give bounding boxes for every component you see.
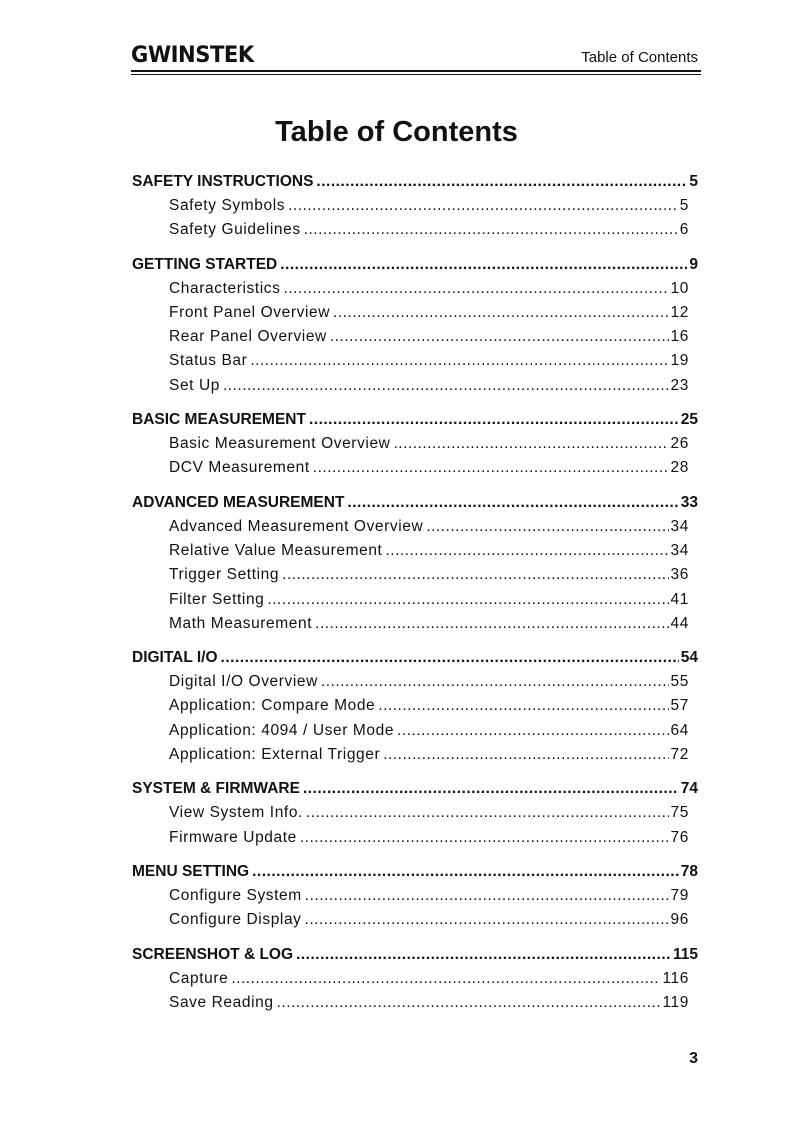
toc-entry-page: 44 <box>670 614 689 632</box>
toc-chapter-page: 33 <box>680 493 698 511</box>
toc-chapter-page: 74 <box>680 780 698 798</box>
toc-entry-page: 64 <box>670 721 689 739</box>
toc-entry[interactable] <box>132 539 689 563</box>
dot-leader <box>277 991 661 1015</box>
toc-chapter[interactable] <box>132 491 698 515</box>
toc-entry-title: Front Panel Overview <box>169 303 331 321</box>
dot-leader <box>309 408 679 432</box>
running-head: Table of Contents <box>581 49 698 66</box>
toc-chapter-title: BASIC MEASUREMENT <box>132 411 306 429</box>
toc-chapter[interactable] <box>132 408 698 432</box>
toc-entry-title: Digital I/O Overview <box>169 673 318 691</box>
toc-entry[interactable] <box>132 719 689 743</box>
toc-entry-page: 36 <box>670 566 689 584</box>
toc-entry-page: 19 <box>670 352 689 370</box>
toc-chapter-title: GETTING STARTED <box>132 255 278 273</box>
toc-chapter-title: SCREENSHOT & LOG <box>132 945 294 963</box>
toc-entry-page: 34 <box>670 541 689 559</box>
toc-section <box>132 253 698 398</box>
toc-chapter-page: 9 <box>689 255 698 273</box>
dot-leader <box>316 170 687 194</box>
toc-chapter-page: 5 <box>689 173 698 190</box>
dot-leader <box>296 943 671 967</box>
toc-chapter-title: ADVANCED MEASUREMENT <box>132 493 345 511</box>
toc-entry-title: Safety Symbols <box>169 197 286 214</box>
toc-entry-title: Configure System <box>169 886 302 904</box>
toc-entry[interactable] <box>132 694 689 718</box>
toc-entry-page: 76 <box>670 828 689 846</box>
toc-chapter[interactable] <box>132 253 698 277</box>
toc-entry[interactable] <box>132 277 689 301</box>
dot-leader <box>378 694 668 718</box>
toc-entry-page: 16 <box>670 328 689 346</box>
dot-leader <box>321 670 669 694</box>
toc-entry-title: Set Up <box>169 376 220 394</box>
toc-chapter-title: MENU SETTING <box>132 862 250 880</box>
toc-entry-title: Filter Setting <box>169 590 265 608</box>
toc-entry-page: 26 <box>670 435 689 453</box>
toc-entry[interactable] <box>132 325 689 349</box>
toc-entry-title: Configure Display <box>169 911 302 929</box>
toc-entry[interactable] <box>132 194 689 218</box>
dot-leader <box>426 515 668 539</box>
toc-entry[interactable] <box>132 743 689 767</box>
table-of-contents <box>132 170 698 1025</box>
toc-chapter-page: 115 <box>672 945 698 963</box>
dot-leader <box>304 218 678 242</box>
toc-entry[interactable] <box>132 612 689 636</box>
toc-entry-page: 79 <box>670 886 689 904</box>
toc-entry-title: Status Bar <box>169 352 248 370</box>
toc-entry-page: 23 <box>670 376 689 394</box>
toc-entry-title: DCV Measurement <box>169 459 310 477</box>
toc-section <box>132 860 698 933</box>
toc-chapter-page: 54 <box>680 649 698 667</box>
toc-entry[interactable] <box>132 991 689 1015</box>
toc-entry-page: 55 <box>670 673 689 691</box>
toc-entry[interactable] <box>132 349 689 373</box>
toc-chapter[interactable] <box>132 646 698 670</box>
toc-entry-page: 116 <box>662 969 689 987</box>
dot-leader <box>252 860 679 884</box>
dot-leader <box>303 777 679 801</box>
toc-chapter[interactable] <box>132 943 698 967</box>
toc-entry[interactable] <box>132 515 689 539</box>
toc-entry[interactable] <box>132 826 689 850</box>
dot-leader <box>383 743 668 767</box>
toc-entry-page: 119 <box>662 993 689 1011</box>
toc-section <box>132 646 698 767</box>
toc-entry-page: 28 <box>670 459 689 477</box>
toc-entry[interactable] <box>132 801 689 825</box>
toc-entry-title: Characteristics <box>169 279 281 297</box>
toc-entry[interactable] <box>132 588 689 612</box>
toc-entry-title: Rear Panel Overview <box>169 328 327 346</box>
dot-leader <box>284 277 669 301</box>
toc-entry[interactable] <box>132 563 689 587</box>
dot-leader <box>267 588 668 612</box>
toc-entry-page: 57 <box>670 697 689 715</box>
toc-entry[interactable] <box>132 456 689 480</box>
toc-chapter-title: DIGITAL I/O <box>132 649 218 667</box>
dot-leader <box>231 967 660 991</box>
toc-entry-title: Math Measurement <box>169 614 313 632</box>
toc-entry-page: 5 <box>679 197 689 214</box>
dot-leader <box>288 194 678 218</box>
toc-section <box>132 777 698 850</box>
dot-leader <box>223 374 669 398</box>
toc-entry-page: 75 <box>670 804 689 822</box>
toc-section <box>132 943 698 1016</box>
toc-entry-page: 6 <box>679 221 689 239</box>
toc-entry-title: View System Info. <box>169 804 303 822</box>
toc-entry-page: 96 <box>670 911 689 929</box>
dot-leader <box>315 612 668 636</box>
dot-leader <box>393 432 668 456</box>
toc-entry-page: 10 <box>670 279 689 297</box>
toc-entry-title: Relative Value Measurement <box>169 541 383 559</box>
dot-leader <box>306 801 669 825</box>
header-rule-thin <box>131 74 701 75</box>
dot-leader <box>333 301 669 325</box>
toc-entry[interactable] <box>132 670 689 694</box>
toc-entry-title: Firmware Update <box>169 828 297 846</box>
dot-leader <box>221 646 679 670</box>
toc-entry[interactable] <box>132 374 689 398</box>
toc-entry[interactable] <box>132 432 689 456</box>
dot-leader <box>280 253 687 277</box>
toc-entry[interactable] <box>132 908 689 932</box>
dot-leader <box>305 908 669 932</box>
brand-logo: GWINSTEK <box>131 43 254 68</box>
toc-entry-title: Application: Compare Mode <box>169 697 376 715</box>
toc-chapter-title: SAFETY INSTRUCTIONS <box>132 173 314 190</box>
dot-leader <box>300 826 669 850</box>
dot-leader <box>250 349 668 373</box>
toc-entry[interactable] <box>132 967 689 991</box>
toc-entry-title: Basic Measurement Overview <box>169 435 391 453</box>
toc-entry-page: 41 <box>670 590 689 608</box>
toc-entry-page: 72 <box>670 746 689 764</box>
toc-chapter[interactable] <box>132 777 698 801</box>
toc-section <box>132 491 698 636</box>
page-header <box>131 40 701 76</box>
dot-leader <box>347 491 678 515</box>
toc-chapter[interactable] <box>132 170 698 194</box>
toc-chapter[interactable] <box>132 860 698 884</box>
header-rule <box>131 70 701 72</box>
toc-entry[interactable] <box>132 884 689 908</box>
toc-entry-page: 12 <box>670 303 689 321</box>
toc-entry-title: Advanced Measurement Overview <box>169 517 424 535</box>
toc-entry-page: 34 <box>670 517 689 535</box>
toc-section <box>132 408 698 481</box>
toc-entry-title: Application: 4094 / User Mode <box>169 721 395 739</box>
toc-entry[interactable] <box>132 218 689 242</box>
dot-leader <box>330 325 669 349</box>
dot-leader <box>313 456 669 480</box>
toc-entry[interactable] <box>132 301 689 325</box>
toc-chapter-title: SYSTEM & FIRMWARE <box>132 780 300 798</box>
toc-chapter-page: 25 <box>680 411 698 429</box>
dot-leader <box>385 539 668 563</box>
toc-section <box>132 170 698 243</box>
dot-leader <box>305 884 669 908</box>
toc-entry-title: Trigger Setting <box>169 566 280 584</box>
page-title: Table of Contents <box>275 116 518 148</box>
toc-entry-title: Safety Guidelines <box>169 221 301 239</box>
toc-entry-title: Application: External Trigger <box>169 746 381 764</box>
toc-entry-title: Save Reading <box>169 993 274 1011</box>
dot-leader <box>282 563 668 587</box>
toc-chapter-page: 78 <box>680 862 698 880</box>
toc-entry-title: Capture <box>169 969 229 987</box>
page-number: 3 <box>689 1050 698 1067</box>
dot-leader <box>397 719 669 743</box>
